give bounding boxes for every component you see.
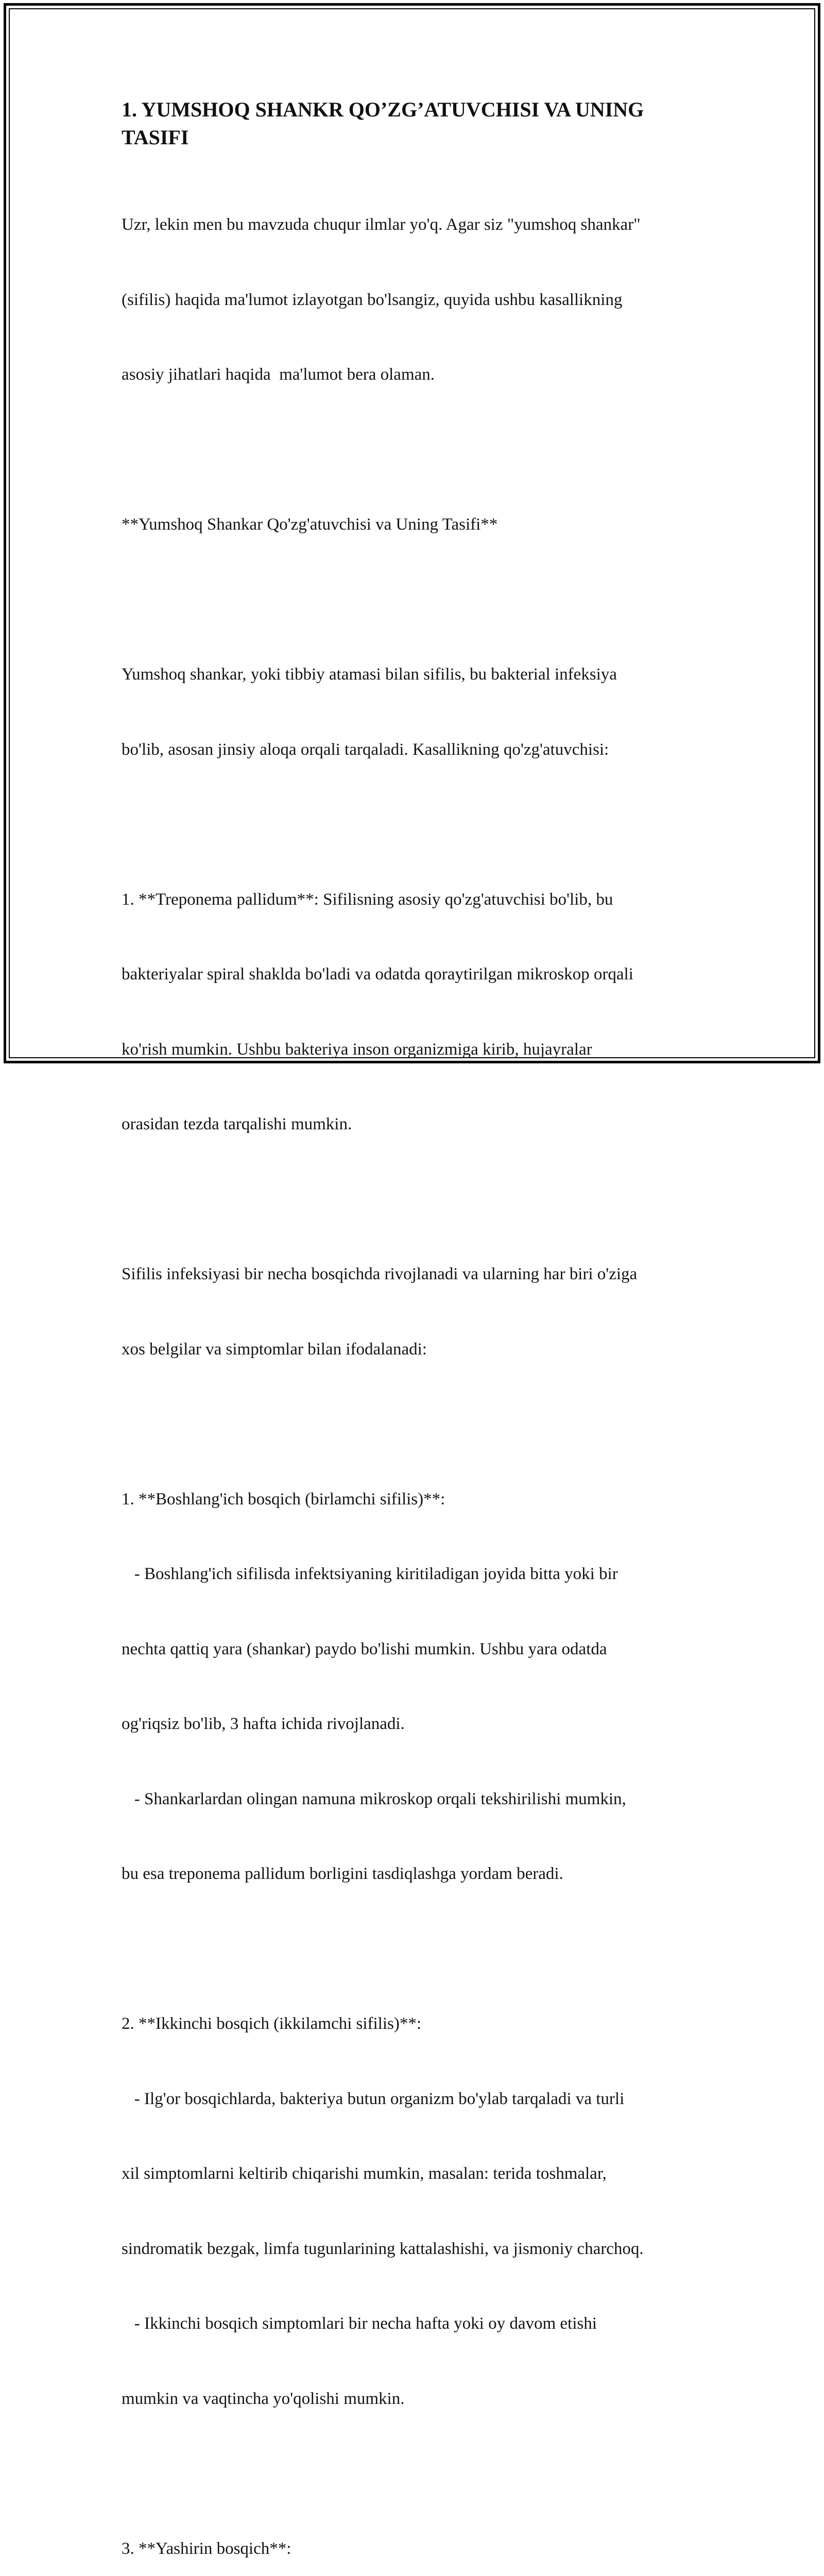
text-line: Yumshoq shankar, yoki tibbiy atamasi bilan sifilis, bu bakterial infeksiya	[122, 662, 719, 687]
paragraph-gap	[122, 1187, 719, 1212]
stage-title: 1. **Boshlang'ich bosqich (birlamchi sifilis)**:	[122, 1487, 719, 1512]
text-line: (sifilis) haqida ma'lumot izlayotgan bo'lsangiz, quyida ushbu kasallikning	[122, 287, 719, 313]
text-line: Uzr, lekin men bu mavzuda chuqur ilmlar yo'q. Agar siz "yumshoq shankar"	[122, 212, 719, 238]
stages-intro-paragraph	[122, 1212, 719, 1412]
agent-paragraph	[122, 837, 719, 1187]
text-line: mumkin va vaqtincha yo'qolishi mumkin.	[122, 2386, 719, 2412]
text-line: - Boshlang'ich sifilisda infektsiyaning kiritiladigan joyida bitta yoki bir	[122, 1562, 719, 1587]
text-line: asosiy jihatlari haqida ma'lumot bera olaman.	[122, 362, 719, 387]
text-line: sindromatik bezgak, limfa tugunlarining kattalashishi, va jismoniy charchoq.	[122, 2236, 719, 2262]
paragraph-gap	[122, 1937, 719, 1962]
paragraph-gap	[122, 587, 719, 613]
text-line: - Ilg'or bosqichlarda, bakteriya butun organizm bo'ylab tarqaladi va turli	[122, 2087, 719, 2112]
stage-2-section	[122, 1961, 719, 2461]
heading-line: TASIFI	[122, 124, 719, 151]
stage-title: 3. **Yashirin bosqich**:	[122, 2536, 719, 2562]
subtitle-paragraph	[122, 462, 719, 587]
stage-1-section	[122, 1437, 719, 1937]
paragraph-gap	[122, 2461, 719, 2486]
text-line: 1. **Treponema pallidum**: Sifilisning asosiy qo'zg'atuvchisi bo'lib, bu	[122, 887, 719, 912]
stage-3-section	[122, 2486, 719, 2576]
stage-title: 2. **Ikkinchi bosqich (ikkilamchi sifilis)**:	[122, 2011, 719, 2037]
definition-paragraph	[122, 612, 719, 812]
text-line: og'riqsiz bo'lib, 3 hafta ichida rivojlanadi.	[122, 1711, 719, 1737]
document-heading	[122, 96, 719, 151]
text-line: - Ikkinchi bosqich simptomlari bir necha hafta yoki oy davom etishi	[122, 2311, 719, 2336]
paragraph-gap	[122, 437, 719, 463]
text-line: ko'rish mumkin. Ushbu bakteriya inson organizmiga kirib, hujayralar	[122, 1037, 719, 1062]
text-line: xil simptomlarni keltirib chiqarishi mumkin, masalan: terida toshmalar,	[122, 2161, 719, 2187]
text-line: bo'lib, asosan jinsiy aloqa orqali tarqaladi. Kasallikning qo'zg'atuvchisi:	[122, 737, 719, 762]
intro-paragraph	[122, 162, 719, 437]
text-line: orasidan tezda tarqalishi mumkin.	[122, 1112, 719, 1137]
paragraph-gap	[122, 1412, 719, 1437]
text-line: - Shankarlardan olingan namuna mikroskop orqali tekshirilishi mumkin,	[122, 1787, 719, 1812]
paragraph-gap	[122, 812, 719, 837]
subtitle-line: **Yumshoq Shankar Qo'zg'atuvchisi va Uning Tasifi**	[122, 512, 719, 537]
heading-line: 1. YUMSHOQ SHANKR QO’ZG’ATUVCHISI VA UNING	[122, 96, 719, 124]
document-body	[122, 96, 719, 2576]
text-line: Sifilis infeksiyasi bir necha bosqichda rivojlanadi va ularning har biri o'ziga	[122, 1262, 719, 1287]
text-line: xos belgilar va simptomlar bilan ifodalanadi:	[122, 1337, 719, 1362]
text-line: nechta qattiq yara (shankar) paydo bo'lishi mumkin. Ushbu yara odatda	[122, 1637, 719, 1662]
text-line: bu esa treponema pallidum borligini tasdiqlashga yordam beradi.	[122, 1861, 719, 1887]
text-line: bakteriyalar spiral shaklda bo'ladi va odatda qoraytirilgan mikroskop orqali	[122, 962, 719, 987]
